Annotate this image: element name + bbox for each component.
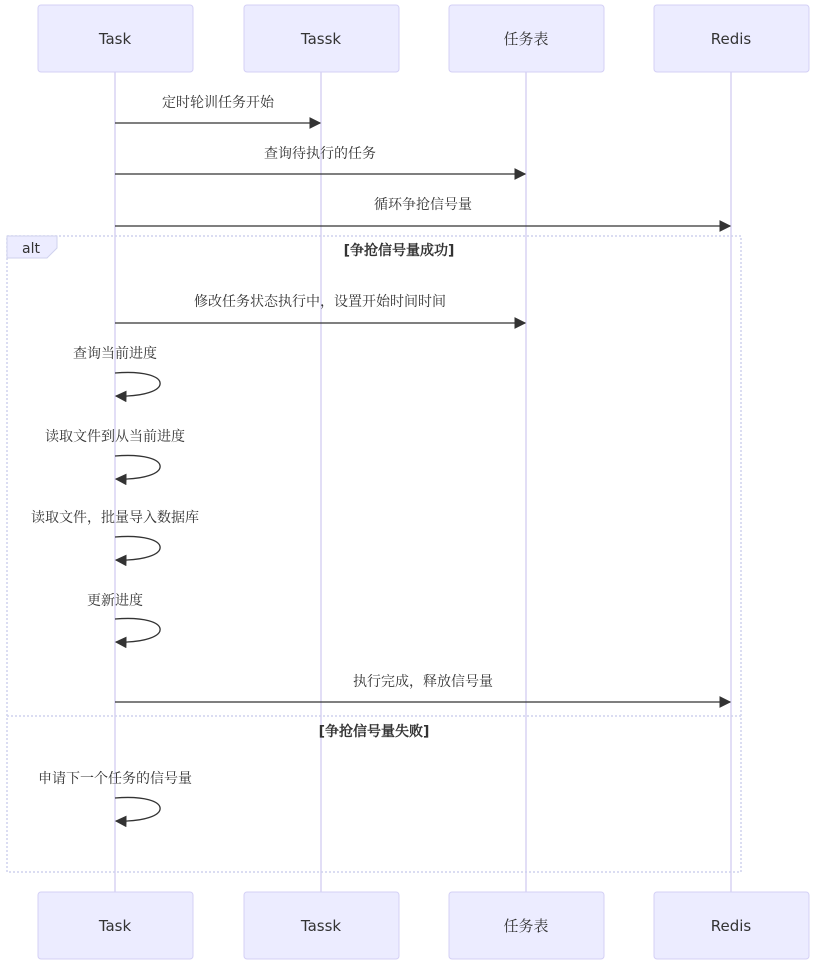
- actor-label: 任务表: [503, 917, 549, 935]
- actor-bottom-task: [38, 892, 193, 959]
- message-label: 读取文件到从当前进度: [45, 429, 185, 445]
- message-label: 定时轮训任务开始: [162, 95, 274, 111]
- actor-bottom-tassk: [244, 892, 399, 959]
- message-4: [115, 293, 525, 323]
- alt-tag-label: alt: [22, 241, 40, 257]
- message-3: [115, 196, 730, 226]
- self-loop-arrow: [115, 536, 160, 560]
- actor-label: Task: [98, 917, 132, 935]
- message-2: [115, 145, 525, 174]
- self-message-1: [73, 345, 160, 396]
- message-label: 查询当前进度: [73, 346, 157, 362]
- message-1: [115, 95, 320, 123]
- actor-top-task: [38, 5, 193, 72]
- message-label: 循环争抢信号量: [374, 197, 472, 213]
- message-label: 查询待执行的任务: [264, 146, 376, 162]
- message-label: 更新进度: [87, 593, 143, 609]
- message-label: 修改任务状态执行中，设置开始时间时间: [194, 294, 446, 310]
- actor-label: Task: [98, 30, 132, 48]
- alt-condition-fail: [争抢信号量失败]: [318, 724, 430, 740]
- message-label: 读取文件，批量导入数据库: [31, 510, 199, 526]
- actor-bottom-redis: [654, 892, 809, 959]
- actor-label: Redis: [710, 917, 752, 935]
- actor-label: 任务表: [503, 30, 549, 48]
- actor-bottom-task-table: [449, 892, 604, 959]
- self-message-4: [87, 592, 160, 642]
- alt-condition-success: [争抢信号量成功]: [343, 243, 455, 259]
- self-loop-arrow: [115, 455, 160, 479]
- self-loop-arrow: [115, 618, 160, 642]
- self-loop-arrow: [115, 797, 160, 821]
- message-9: [115, 673, 730, 702]
- actor-label: Tassk: [300, 917, 342, 935]
- actor-top-tassk: [244, 5, 399, 72]
- actor-label: Redis: [710, 30, 752, 48]
- message-label: 执行完成，释放信号量: [353, 674, 493, 690]
- actor-top-task-table: [449, 5, 604, 72]
- self-loop-arrow: [115, 372, 160, 396]
- actor-label: Tassk: [300, 30, 342, 48]
- actor-top-redis: [654, 5, 809, 72]
- message-label: 申请下一个任务的信号量: [38, 771, 192, 787]
